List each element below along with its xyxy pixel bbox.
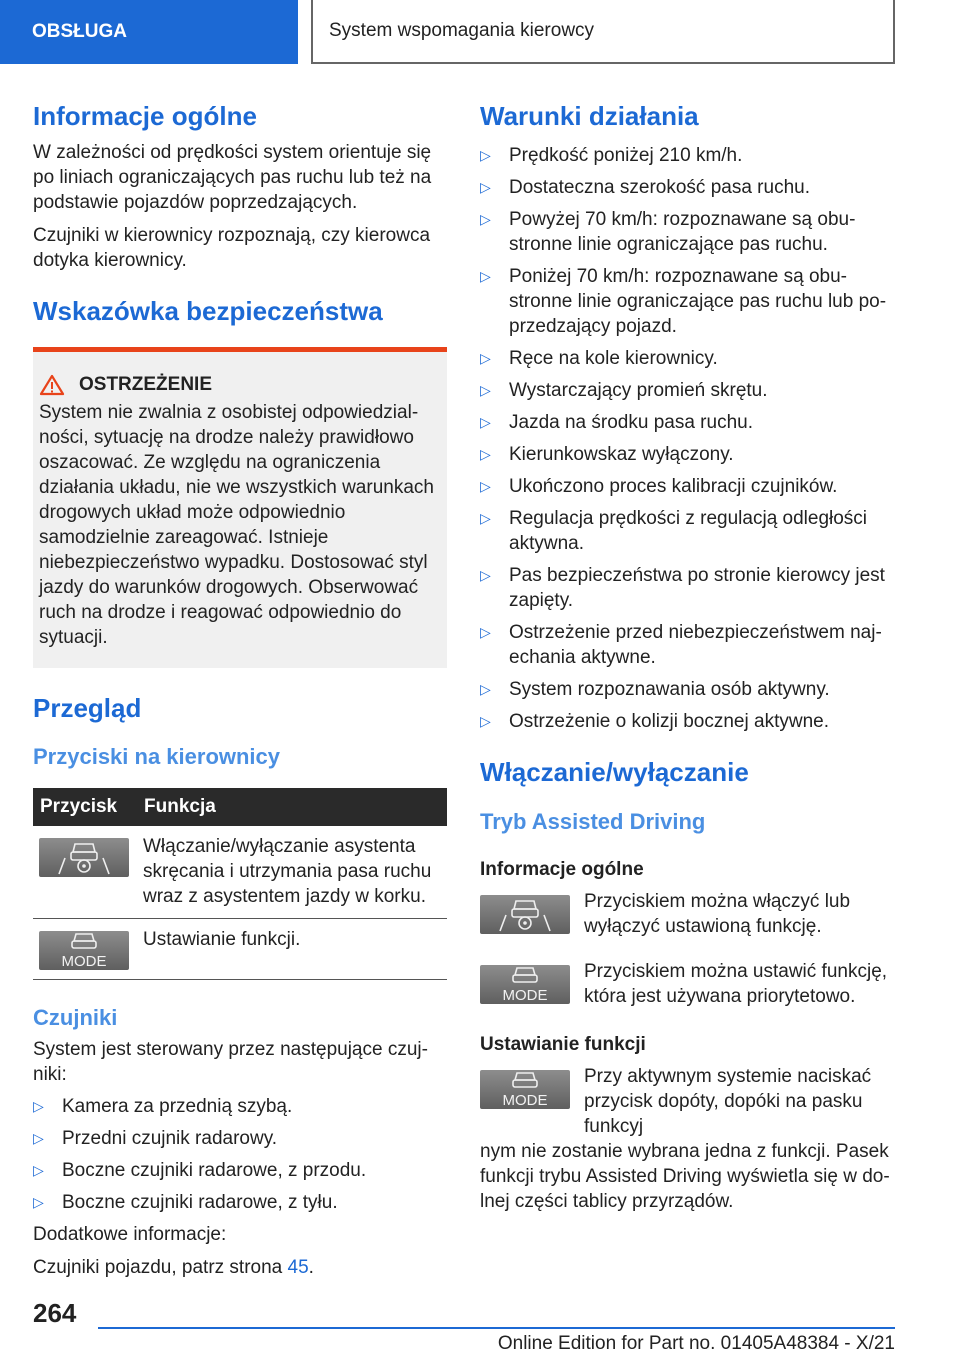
warning-triangle-icon	[39, 374, 65, 396]
page-reference: Czujniki pojazdu, patrz strona 45.	[33, 1256, 314, 1278]
bullet-triangle-icon: ▷	[480, 267, 491, 284]
table-header-function: Funkcja	[137, 788, 447, 826]
table-cell-function: Ustawianie funkcji.	[137, 918, 447, 979]
bullet-triangle-icon: ▷	[480, 445, 491, 462]
sensors-paragraph: System jest sterowany przez następujące czujniki:	[33, 1038, 428, 1085]
list-item: ▷ Kamera za przednią szybą.	[33, 1095, 293, 1117]
section-tab	[0, 0, 298, 64]
sensors-list	[33, 1094, 447, 1215]
mode-button-icon	[480, 1070, 570, 1109]
bullet-triangle-icon: ▷	[480, 566, 491, 583]
bullet-triangle-icon: ▷	[480, 680, 491, 697]
list-item: ▷ Ostrzeżenie przed niebezpieczeństwem najechania aktywne.	[480, 621, 882, 668]
setting-description	[480, 1064, 894, 1139]
bullet-triangle-icon: ▷	[480, 349, 491, 366]
onoff-heading: Włączanie/wyłączanie	[480, 756, 749, 787]
mode-heading: Tryb Assisted Driving	[480, 808, 706, 834]
list-item: ▷ Boczne czujniki radarowe, z przodu.	[33, 1159, 367, 1181]
button-description-1	[480, 889, 894, 939]
bullet-triangle-icon: ▷	[480, 381, 491, 398]
bullet-triangle-icon: ▷	[480, 210, 491, 227]
list-item: ▷ Kierunkowskaz wyłączony.	[480, 443, 734, 465]
button-description-2	[480, 959, 894, 1009]
list-item: ▷ Ręce na kole kierownicy.	[480, 347, 718, 369]
bullet-triangle-icon: ▷	[480, 146, 491, 163]
button-1-text: Przyciskiem można włączyć lub wyłączyć ustawioną funkcję.	[584, 890, 851, 937]
mode-label: MODE	[502, 986, 548, 1004]
list-item: ▷ Ostrzeżenie o kolizji bocznej aktywne.	[480, 710, 829, 732]
list-item: ▷ Boczne czujniki radarowe, z tyłu.	[33, 1191, 338, 1213]
list-item: ▷ Poniżej 70 km/h: rozpoznawane są obustronne linie ograniczające pas ruchu lub poprzedzający pojazd.	[480, 265, 887, 337]
general-paragraph-2: Czujniki w kierownicy rozpoznają, czy kierowca dotyka kierownicy.	[33, 224, 431, 271]
table-header-button: Przycisk	[33, 788, 137, 826]
mode-button-icon	[39, 931, 129, 970]
table-row	[33, 918, 447, 979]
table-row	[33, 826, 447, 919]
general-paragraph-1: W zależności od prędkości system orientuje się po liniach ograniczających pas ruchu lub też na podstawie pojazdów poprzedzających.	[33, 141, 432, 213]
safety-heading: Wskazówka bezpieczeństwa	[33, 295, 383, 326]
buttons-heading: Przyciski na kierownicy	[33, 744, 281, 770]
bullet-triangle-icon: ▷	[480, 712, 491, 729]
bullet-triangle-icon: ▷	[480, 178, 491, 195]
mode-label: MODE	[61, 952, 107, 970]
page-link[interactable]: 45	[287, 1256, 309, 1278]
button-2-text: Przyciskiem można ustawić funkcję, która jest używana priorytetowo.	[584, 960, 888, 1007]
steering-assist-button-icon	[39, 838, 129, 877]
left-column	[33, 100, 447, 1280]
warning-header	[39, 374, 441, 396]
list-item: ▷ Wystarczający promień skrętu.	[480, 379, 768, 401]
table-header-row	[33, 788, 447, 826]
overview-heading: Przegląd	[33, 692, 142, 723]
steering-assist-button-icon	[480, 895, 570, 934]
bullet-triangle-icon: ▷	[33, 1193, 44, 1210]
table-cell-function: Włączanie/wyłączanie asystenta skręcania i utrzymania pasa ruchu wraz z asystentem jazdy w korku.	[137, 826, 447, 919]
section-label: OBSŁUGA	[32, 21, 127, 42]
list-item: ▷ System rozpoznawania osób aktywny.	[480, 678, 830, 700]
setting-text-a: Przy aktywnym systemie naciskać przycisk dopóty, dopóki na pasku funkcyj	[584, 1065, 872, 1137]
list-item: ▷ Ukończono proces kalibracji czujników.	[480, 475, 838, 497]
page-number: 264	[33, 1298, 77, 1328]
list-item: ▷ Jazda na środku pasa ruchu.	[480, 411, 753, 433]
edition-text: Online Edition for Part no. 01405A48384 - X/21	[497, 1333, 895, 1354]
bullet-triangle-icon: ▷	[480, 509, 491, 526]
bullet-triangle-icon: ▷	[33, 1097, 44, 1114]
list-item: ▷ Prędkość poniżej 210 km/h.	[480, 144, 743, 166]
conditions-heading: Warunki działania	[480, 101, 699, 131]
chapter-title: System wspomagania kierowcy	[329, 20, 595, 41]
right-column	[480, 100, 894, 1214]
bullet-triangle-icon: ▷	[480, 623, 491, 640]
warning-text: System nie zwalnia z osobistej odpowiedzialności, sytuację na drodze należy prawidłowo oszacować. Ze względu na ograniczenia działania układu, nie we wszystkich warunkach drogowych układ może odpowiednio samodzielnie zareagować. Istnieje niebezpieczeństwo wypadku. Dostosować styl jazdy do warunków drogowych. Obserwować ruch na drodze i reagować odpowiednio do sytuacji.	[39, 401, 434, 648]
more-info-label: Dodatkowe informacje:	[33, 1223, 227, 1245]
chapter-header	[311, 0, 895, 64]
mode-label: MODE	[502, 1091, 548, 1109]
general-heading: Informacje ogólne	[33, 101, 257, 131]
setting-text-b: nym nie zostanie wybrana jedna z funkcji. Pasek funkcji trybu Assisted Driving wyświetla się w dolnej części tablicy przyrządów.	[480, 1140, 890, 1212]
bullet-triangle-icon: ▷	[480, 477, 491, 494]
bullet-triangle-icon: ▷	[33, 1161, 44, 1178]
sensors-heading: Czujniki	[33, 1004, 118, 1030]
bullet-triangle-icon: ▷	[33, 1129, 44, 1146]
list-item: ▷ Powyżej 70 km/h: rozpoznawane są obustronne linie ograniczające pas ruchu.	[480, 208, 856, 255]
warning-box	[33, 347, 447, 668]
buttons-table	[33, 788, 447, 980]
warning-label: OSTRZEŻENIE	[79, 373, 213, 395]
list-item: ▷ Regulacja prędkości z regulacją odległości aktywna.	[480, 507, 868, 554]
mode-button-icon	[480, 965, 570, 1004]
list-item: ▷ Dostateczna szerokość pasa ruchu.	[480, 176, 810, 198]
general-subheading: Informacje ogólne	[480, 859, 644, 881]
bullet-triangle-icon: ▷	[480, 413, 491, 430]
footer-divider	[98, 1327, 895, 1329]
list-item: ▷ Pas bezpieczeństwa po stronie kierowcy jest zapięty.	[480, 564, 885, 611]
setting-subheading: Ustawianie funkcji	[480, 1033, 646, 1055]
list-item: ▷ Przedni czujnik radarowy.	[33, 1127, 278, 1149]
conditions-list	[480, 143, 894, 734]
